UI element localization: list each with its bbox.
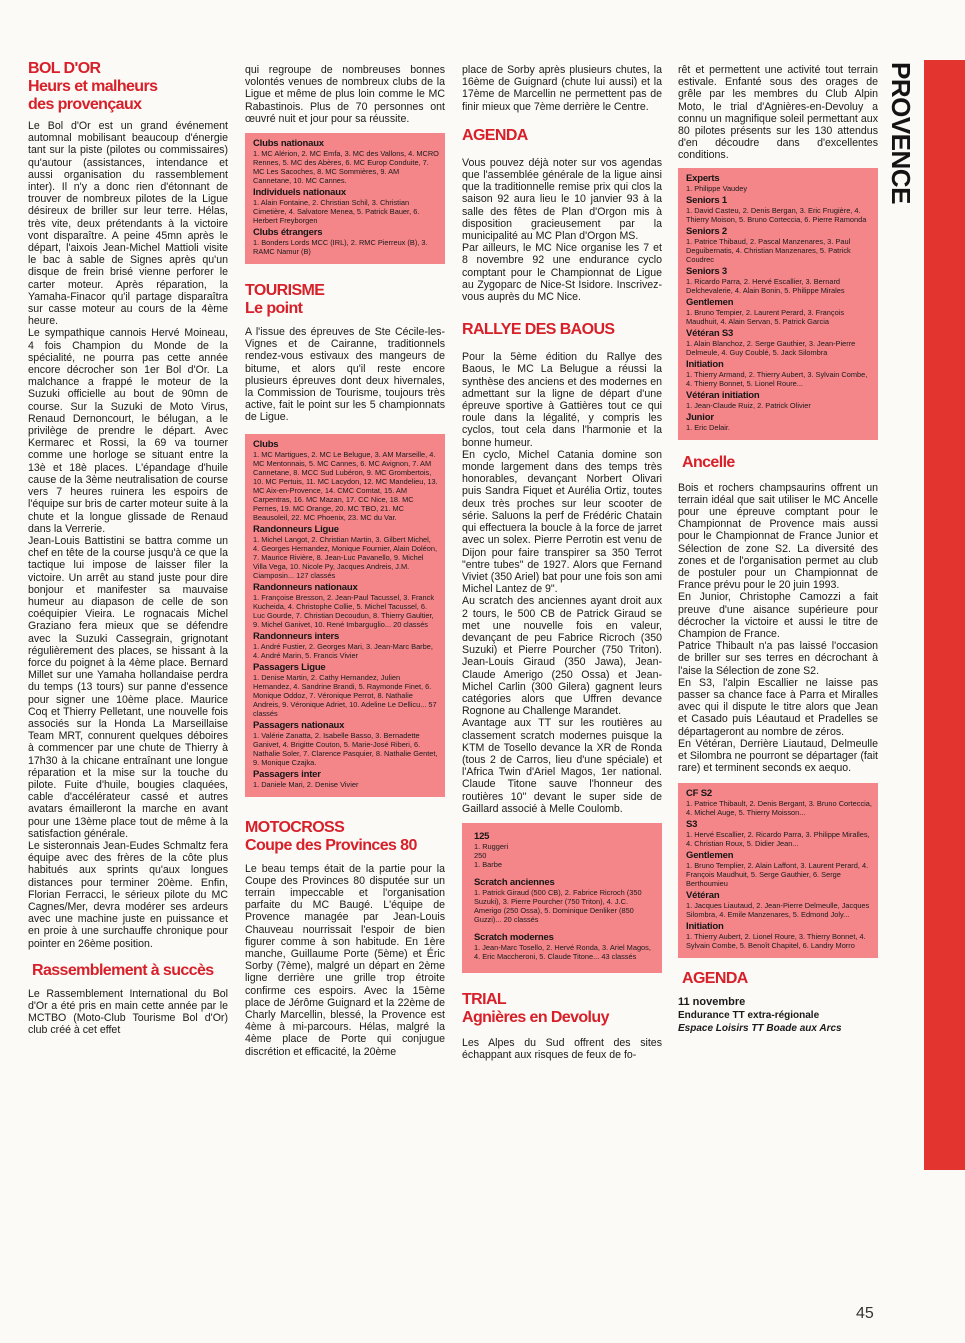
- results-text: 1. André Fustier, 2. Georges Mari, 3. Jean-Marc Barbe, 4. André Marin, 5. Francis Vivier: [253, 641, 433, 660]
- results-text: 1. MC Alérion, 2. MC Emfa, 3. MC des Vallons, 4. MCRO Rennes, 5. MC des Abères, 6. MC Europ Conduite, 7. MC Les Sacoches, 8. MC Sommières, 9. AM Cannetane, 10. MC Cannes.: [253, 149, 439, 186]
- ancelle-text: Bois et rochers champsaurins offrent un terrain idéal que sait utiliser le MC Ancelle pour une épreuve comptant pour le Championnat de Provence mais aussi pour le Championnat de France Junior et Sélection de zone S2. La diversité des zones et de l'organisation permet au club de postuler pour un Championnat de France prévu pour le 20 juin 1993. En Junior, Christophe Camozzi a fait preuve d'une aisance supérieure pour décrocher la victoire et aussi le titre de Champion de France. Patrice Thibault n'a pas laissé l'occasion de briller sur ses terres en décrochant à l'aise la Sélection de zone S2. En S3, l'alpin Escallier ne laisse pas passer sa chance face à Parra et Miralles avec qui il dispute le titre alors que Jean et Casado puis Léautaud et Pradelles se départageront au nombre de zéros. En Vétéran, Derrière Liautaud, Delmeulle et Silombra ne pourront se départager (fait rare) et terminent seconds ex aequo.: [678, 481, 878, 775]
- column-2: [245, 64, 445, 1058]
- tourisme-text: A l'issue des épreuves de Ste Cécile-les-Vignes et de Cairanne, traditionnels rendez-vous estivaux des mangeurs de bitume, et alors qu'il reste encore plusieurs épreuves dont deux hivernales, la Commission de Tourisme, toujours très active, fait le point sur les 5 championnats de Ligue.: [245, 326, 445, 424]
- results-heading: Passagers inter: [253, 768, 321, 780]
- bol-dor-title-1: Heurs et malheurs: [28, 78, 158, 95]
- results-heading: Individuels nationaux: [253, 187, 346, 199]
- trial-kicker: TRIAL: [462, 990, 507, 1008]
- results-heading: Seniors 1: [686, 194, 727, 206]
- ancelle-title: Ancelle: [682, 453, 735, 471]
- results-text: 1. Denise Martin, 2. Cathy Hernandez, Julien Hernandez, 4. Sandrine Brandi, 5. Raymonde Finet, 6. Monique Oddoz, 7. Véronique Perrot, 8. Nathalie Andreis, 9. Véronique Adriet, 10. Adeline Le Dellicu... 57 classés: [253, 672, 437, 718]
- results-heading: Scratch modernes: [474, 931, 554, 943]
- bol-dor-text: Le Bol d'Or est un grand événement automnal mobilisant beaucoup d'énergie tant sur la piste (pilotes ou commissaires) qu'autour (assistances, intendance et aussi organisation du rassemblement inter). Il n'y a donc rien d'étonnant de trouver de nombreux pilotes de la Ligue désireux de briller sur leur terre. Hélas, très vite, deux prétendants à la victoire vont disparaître. A peine 45mn après le départ, l'aixois Jean-Michel Mattioli visite le bac à sable de Signes après qu'un disque de frein brisé vienne perforer le carter moteur. Après réparation, la Yamaha-Finacor qu'il partage disparaîtra sur casse moteur au cours de la 4ème heure. Le sympathique cannois Hervé Moineau, 4 fois Champion du Monde de la spécialité, ne pourra pas cette année encore décrocher son 1er Bol d'Or. La malchance a frappé le moteur de la Suzuki officielle au bout de 90mn de course. Sur la Suzuki de Moto Virus, Renaud Dernoncourt, le bélugan, a le privilège de prendre le départ. Avec Kermarec et Rossi, la 69 va tourner comme une horloge se situant entre la 13è et 18è places. L'épandage d'huile cause de la 3ème neutralisation de course vers 7 heures ruinera les espoirs de l'équipe sur bris de carter moteur suite à la chute et la longue glissade de Renaud dans la Verrerie. Jean-Louis Battistini se battra comme un chef en tête de la course jusqu'à ce que la tactique lui impose de laisser filer la victoire. Un arrêt au stand juste pour dire bonjour et manifester sa mauvaise humeur au diapason de celle de son coéquipier Vieira. Le rognacais Michel Graziano fera mieux que se défendre avec la Suzuki Cassegrain, grignotant régulièrement des places, se hissant à la force du poignet à la 4ème place. Bernard Millet sur une Yamaha hollandaise perdra du temps (13 tours) sur panne d'essence pour signer une 10ème place. Maurice Coq et Thierry Pelletant, une nouvelle fois associés sur la Honda La Marseillaise Team MRT, connurent quelques déboires à commencer par une chute de Thierry à 17h30 à la chicane entraînant une longue réparation et la mise sur la touche du pilote. Fuite d'huile, bougies claquées, cable d'accélérateur cassé et autres avatars émailleront la marche en avant pour une 13ème place tout de même à la satisfaction générale. Le sisteronnais Jean-Eudes Schmaltz fera équipe avec des frères de la côte plus habitués aux sprints qu'aux longues distances pour terminer 20ème. Enfin, Florian Ferracci, le sérieux pilote du MC Cagnes/Mer, devra modérer ses ardeurs avec une machine juste en puissance et en proie à une surchauffe chronique pour pointer en 26ème position.: [28, 120, 228, 950]
- results-text: 1. Françoise Bresson, 2. Jean-Paul Tacussel, 3. Franck Kucheida, 4. Christophe Collie, 5. Michel Tacussel, 6. Luc Gourde, 7. Christian Decoudun, 8. Thierry Gaultier, 9. Michel Ganivet, 10. René Imbarguglio... 20 classés: [253, 592, 435, 629]
- agenda-text: Vous pouvez déjà noter sur vos agendas que l'assemblée générale de la ligue ainsi que la traditionnelle remise prix qui clos la saison 92 aura lieu le 10 janvier 93 à la salle des fêtes de Plan d'Orgon mis à disposition gracieusement par la municipalité au MC Plan d'Orgon MS. Par ailleurs, le MC Nice organise les 7 et 8 novembre 92 une endurance cyclo comptant pour le Championnat de Ligue au Zygoparc de Nice-St Isidore. Inscrivez-vous auprès du MC Nice.: [462, 156, 662, 304]
- ancelle-results-box: [678, 783, 878, 958]
- results-text: 1. Daniele Mari, 2. Denise Vivier: [253, 779, 359, 789]
- results-heading: Gentlemen: [686, 849, 734, 861]
- results-heading: Clubs: [253, 438, 279, 450]
- agenda-place: Espace Loisirs TT Boade aux Arcs: [678, 1022, 842, 1034]
- rassemblement-title: Rassemblement à succès: [32, 961, 214, 979]
- results-text: 1. MC Martigues, 2. MC Le Belugue, 3. AM Marseille, 4. MC Mentonnais, 5. MC Cannes, 6. MC Avignon, 7. AM Cannetane, 8. MCC Sud Lubéron, 9. MC Grombertois, 10. MC Pertuis, 11. MC Lacydon, 12. MC Mandelieu, 13. MC Aix-en-Provence, 14. CMC Comtat, 15. AM Carpentras, 16. MC Mazan, 17. CC Nice, 18. MC Pernes, 19. MC Orange, 20. MC TBO, 21. MC Beausoleil, 22. MC Phoenix, 23. MC du Var.: [253, 449, 438, 522]
- results-text: 1. Jacques Liautaud, 2. Jean-Pierre Delmeulle, Jacques Silombra, 4. Emile Manzenares, 5. Edmond Joly...: [686, 900, 870, 919]
- results-text: 1. Eric Delair.: [686, 422, 730, 432]
- results-text: 1. Bruno Tempier, 2. Laurent Perard, 3. François Maudhuit, 4. Alain Servan, 5. Patrick Garcia: [686, 307, 845, 326]
- motocross-text-cont: place de Sorby après plusieurs chutes, la 16ème de Guignard (chute lui aussi) et la 17ème de Marcellin ne permettent pas de finir mieux que 7ème derrière le Centre.: [462, 64, 662, 113]
- rassemblement-text: Le Rassemblement International du Bol d'Or a été pris en main cette année par le MCTBO (Moto-Club Tourisme Bol d'Or) club créé à cet effet: [28, 987, 228, 1037]
- results-text: 1. David Casteu, 2. Denis Bergan, 3. Eric Frugière, 4. Thierry Moison, 5. Bruno Corteccia, 6. Pierre Ramonda: [686, 205, 867, 224]
- results-text: 1. Patrice Thibault, 2. Denis Bergant, 3. Bruno Corteccia, 4. Michel Auge, 5. Thierry Moisson...: [686, 798, 872, 817]
- column-3: [462, 64, 662, 1061]
- agenda-title: AGENDA: [462, 126, 528, 144]
- results-heading: Randonneurs Ligue: [253, 523, 339, 535]
- section-label: PROVENCE: [886, 62, 916, 204]
- results-heading: Passagers nationaux: [253, 719, 345, 731]
- results-text: 1. Bruno Templier, 2. Alain Laffont, 3. Laurent Perard, 4. François Maudhuit, 5. Serge Gauthier, 6. Serge Berthoumieu: [686, 860, 869, 888]
- rassemblement-text-cont: qui regroupe de nombreuses bonnes volontés venues de nombreux clubs de la Ligue et même de plus loin comme le MC Rabastinois. Plus de 70 personnes ont œuvré nuit et jour pour sa réussite.: [245, 64, 445, 125]
- results-text: 1. Thierry Aubert, 2. Lionel Roure, 3. Thierry Bonnet, 4. Sylvain Combe, 5. Benoît Chapitel, 6. Landry Morro: [686, 931, 866, 950]
- trial-text: Les Alpes du Sud offrent des sites échappant aux risques de feux de fo-: [462, 1036, 662, 1062]
- results-heading: Passagers Ligue: [253, 661, 326, 673]
- results-heading: Seniors 3: [686, 265, 727, 277]
- column-4: [678, 64, 878, 1035]
- results-text: 1. Bonders Lords MCC (IRL), 2. RMC Pierreux (B), 3. RAMC Namur (B): [253, 238, 428, 257]
- tourisme-results-box: [245, 434, 445, 797]
- page-number: 45: [856, 1305, 874, 1322]
- results-text: 1. Michel Langot, 2. Christian Martin, 3. Gilbert Michel, 4. Georges Hernandez, Monique Fournier, Alain Doléon, 7. Maurice Rivière, 8. Jean-Luc Pavanello, 9. Michel Villa Vega, 10. Nicole Py, Jacques Andreis, J.M. Ciamposin... 127 classés: [253, 534, 438, 580]
- agenda-event: Endurance TT extra-régionale: [678, 1009, 820, 1021]
- results-heading: Clubs étrangers: [253, 227, 323, 239]
- results-heading: Vétéran initiation: [686, 389, 760, 401]
- rallye-title: RALLYE DES BAOUS: [462, 321, 615, 339]
- motocross-kicker: MOTOCROSS: [245, 818, 345, 836]
- results-heading: S3: [686, 818, 698, 830]
- bol-dor-title-2: des provençaux: [28, 96, 142, 113]
- results-heading: Vétéran: [686, 889, 720, 901]
- results-heading: Gentlemen: [686, 296, 734, 308]
- trial-title: Agnières en Devoluy: [462, 1008, 609, 1026]
- results-text: 1. Alain Blanchoz, 2. Serge Gauthier, 3. Jean-Pierre Delmeule, 4. Guy Coublé, 5. Jack Silombra: [686, 338, 856, 357]
- agenda-2-title: AGENDA: [682, 969, 748, 987]
- tourisme-title: Le point: [245, 300, 303, 318]
- results-heading: Seniors 2: [686, 225, 727, 237]
- rassemblement-results-box: [245, 133, 445, 264]
- bol-dor-kicker: BOL D'OR: [28, 60, 101, 77]
- results-heading: Initiation: [686, 358, 724, 370]
- results-text: 1. Valérie Zanatta, 2. Isabelle Basso, 3. Bernadette Ganivet, 4. Brigitte Couton, 5. Marie-José Riberi, 6. Nathalie Soler, 7. Clarence Pasquier, 8. Nathalie Gentet, 9. Monique Czajka.: [253, 730, 438, 767]
- results-text: 1. Jean-Claude Ruiz, 2. Patrick Olivier: [686, 400, 811, 410]
- results-heading: Scratch anciennes: [474, 876, 555, 888]
- results-heading: Initiation: [686, 920, 724, 932]
- results-text: 1. Alain Fontaine, 2. Christian Schil, 3. Christian Cimetière, 4. Salvatore Menea, 5. Patrick Bauer, 6. Herbert Freyborgen: [253, 198, 420, 226]
- results-heading: Junior: [686, 411, 714, 423]
- results-heading: 125: [474, 830, 490, 842]
- results-text: 1. Philippe Vaudey: [686, 183, 748, 193]
- results-text: 1. Ricardo Parra, 2. Hervé Escallier, 3. Bernard Delchevalerie, 4. Alain Bonin, 5. Philippe Mirales: [686, 276, 845, 295]
- results-heading: Vétéran S3: [686, 327, 734, 339]
- column-1: [28, 60, 228, 1037]
- motocross-text: Le beau temps était de la partie pour la Coupe des Provinces 80 disputée sur un terrain impeccable et l'organisation parfaite du MC Baugé. L'équipe de Provence managée par Jean-Louis Chauveau nourrissait l'espoir de bien figurer comme à son habitude. En 1ère manche, Guillaume Porte (5ème) et Éric Sorby (7ème), malgré un départ en 2ème ligne derrière une grille trop étroite confirme ces espoirs. Avec la 15ème place de Jérôme Guignard et la 22ème de Charly Marcellin, blessé, la Provence est 4ème à mi-parcours. Hélas, malgré la 4ème place de Porte qui conjugue discrétion et efficacité, la 20ème: [245, 862, 445, 1058]
- results-heading: Experts: [686, 172, 720, 184]
- trial-results-box: [678, 168, 878, 440]
- motocross-title: Coupe des Provinces 80: [245, 836, 417, 854]
- results-heading: Randonneurs nationaux: [253, 581, 358, 593]
- results-text: 1. Patrick Giraud (500 CB), 2. Fabrice Ricroch (350 Suzuki), 3. Pierre Pourcher (750 Triton), 4. J.C. Amerigo (250 Ossa), 5. Dominique Denliker (850 Guzzi)... 20 classés: [474, 887, 642, 924]
- results-heading: CF S2: [686, 787, 712, 799]
- tourisme-kicker: TOURISME: [245, 282, 325, 300]
- trial-text-cont: rêt et permettent une activité tout terrain estivale. Enfanté sous des orages de grêle par les membres du Club Alpin Moto, le trial d'Agnières-en-Devoluy a connu un magnifique soleil permettant aux 80 pilotes présents sur les 130 attendus d'en découdre dans d'excellentes conditions.: [678, 64, 878, 162]
- results-text: 1. Thierry Armand, 2. Thierry Aubert, 3. Sylvain Combe, 4. Thierry Bonnet, 5. Lionel Roure...: [686, 369, 868, 388]
- results-text: 1. Ruggeri 250 1. Barbe: [474, 841, 509, 869]
- results-text: 1. Jean-Marc Tosello, 2. Hervé Ronda, 3. Ariel Magos, 4. Eric Maccheroni, 5. Claude Titone... 43 classés: [474, 942, 651, 961]
- section-color-stripe: [924, 60, 965, 1170]
- results-heading: Clubs nationaux: [253, 138, 324, 150]
- results-text: 1. Patrice Thibaud, 2. Pascal Manzenares, 3. Paul Deguibernatis, 4. Christian Manzenares, 5. Patrick Coudrec: [686, 236, 851, 264]
- results-heading: Randonneurs inters: [253, 630, 340, 642]
- rallye-results-box: [462, 823, 662, 973]
- results-text: 1. Hervé Escallier, 2. Ricardo Parra, 3. Philippe Miralles, 4. Christian Roux, 5. Didier Jean...: [686, 829, 870, 848]
- rallye-text: Pour la 5ème édition du Rallye des Baous, le MC La Belugue a réussi la synthèse des anciens et des modernes en admettant sur la ligne de départ d'une épreuve sportive à Gattières tout ce qui roule dans la légalité, y compris les cyclos, tout cela dans l'harmonie et la bonne humeur. En cyclo, Michel Catania domine son monde largement dans des temps très honorables, devançant Norbert Olivari puis Sandra Fiquet et Aurélia Ortiz, toutes deux très proches sur leur scooter de série. Saluons la perf de Frédéric Chatain qui effectuera la boucle à la force de jarret avec un solex. Pierre Perrotin est venu de Dijon pour faire transpirer sa 350 Terrot "entre tubes" de 1927. Alors que Fernand Viviet (350 Ariel) bat pour une fois son ami Michel Lantez de 9". Au scratch des anciennes ayant droit aux 2 tours, le 500 CB de Patrick Giraud se met une nouvelle fois en valeur, devançant de peu Fabrice Ricroch (350 Suzuki) et Pierre Pourcher (750 Triton). Jean-Louis Giraud (350 Jawa), Jean-Claude Amerigo (250 Ossa) et Jean-Michel Carlin (300 Gilera) gagnent leurs catégories alors que Uffren devance Rognone au Challenge Marandet. Avantage aux TT sur les routières au classement scratch modernes puisque la KTM de Tosello devance la XR de Ronda (tous 2 de Carros, lieu d'une spéciale) et l'Africa Twin d'Ariel Magos, 1er national. Claude Titone sauve l'honneur des routières 10" devant le super side de Gaillard associé à Melle Coulomb.: [462, 351, 662, 815]
- agenda-date: 11 novembre: [678, 995, 746, 1008]
